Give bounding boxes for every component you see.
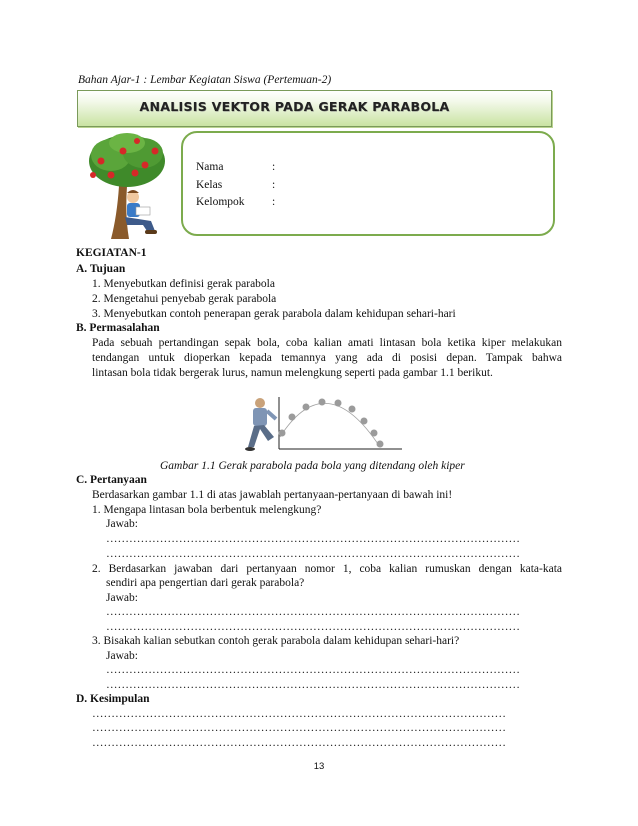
question-2: 2. Berdasarkan jawaban dari pertanyaan nomor 1, coba kalian rumuskan dengan kata-kata: [92, 563, 562, 575]
question-2-cont: sendiri apa pengertian dari gerak parabola?: [106, 577, 305, 589]
activity-heading: KEGIATAN-1: [76, 247, 147, 259]
answer-line[interactable]: ………………………………………………………………………………………………: [106, 548, 520, 560]
conclusion-line[interactable]: ………………………………………………………………………………………………: [92, 722, 506, 734]
parabola-figure: [234, 393, 404, 458]
answer-line[interactable]: ………………………………………………………………………………………………: [106, 679, 520, 691]
objective-item: 3. Menyebutkan contoh penerapan gerak parabola dalam kehidupan sehari-hari: [92, 308, 456, 320]
conclusion-line[interactable]: ………………………………………………………………………………………………: [92, 708, 506, 720]
page-number: 13: [313, 761, 325, 772]
title-banner: [77, 90, 552, 127]
section-b-title: B. Permasalahan: [76, 322, 160, 334]
question-3: 3. Bisakah kalian sebutkan contoh gerak parabola dalam kehidupan sehari-hari?: [92, 635, 460, 647]
document-header: Bahan Ajar-1 : Lembar Kegiatan Siswa (Pertemuan-2): [78, 74, 332, 86]
section-a-title: A. Tujuan: [76, 263, 126, 275]
answer-line[interactable]: ………………………………………………………………………………………………: [106, 664, 520, 676]
identity-row-group: [196, 196, 275, 208]
problem-text-line: Pada sebuah pertandingan sepak bola, coba kalian amati lintasan bola ketika kiper melakukan: [92, 337, 562, 349]
name-label: Nama: [196, 161, 224, 173]
class-label: Kelas: [196, 179, 223, 191]
student-identity-box: [181, 131, 555, 236]
answer-label: Jawab:: [106, 650, 138, 662]
class-colon: :: [272, 179, 276, 191]
objective-item: 1. Menyebutkan definisi gerak parabola: [92, 278, 275, 290]
identity-row-name: [196, 161, 275, 173]
name-colon: :: [272, 161, 276, 173]
group-label: Kelompok: [196, 196, 245, 208]
problem-text-line: tendangan untuk dioperkan kepada temannya yang ada di posisi depan. Tampak bahwa: [92, 352, 562, 364]
section-d-title: D. Kesimpulan: [76, 693, 150, 705]
questions-intro: Berdasarkan gambar 1.1 di atas jawablah pertanyaan-pertanyaan di bawah ini!: [92, 489, 453, 501]
figure-caption: Gambar 1.1 Gerak parabola pada bola yang ditendang oleh kiper: [160, 460, 465, 472]
conclusion-line[interactable]: ………………………………………………………………………………………………: [92, 737, 506, 749]
answer-line[interactable]: ………………………………………………………………………………………………: [106, 533, 520, 545]
answer-line[interactable]: ………………………………………………………………………………………………: [106, 621, 520, 633]
answer-line[interactable]: ………………………………………………………………………………………………: [106, 606, 520, 618]
problem-text-line: lintasan bola tidak bergerak lurus, namun melengkung seperti pada gambar 1.1 berikut.: [92, 367, 493, 379]
identity-row-class: [196, 179, 275, 191]
goalkeeper-icon: [245, 398, 276, 451]
answer-label: Jawab:: [106, 518, 138, 530]
question-1: 1. Mengapa lintasan bola berbentuk melengkung?: [92, 504, 322, 516]
page-title: ANALISIS VEKTOR PADA GERAK PARABOLA: [139, 99, 450, 114]
section-c-title: C. Pertanyaan: [76, 474, 147, 486]
tree-reading-boy-illustration: [81, 131, 173, 241]
answer-label: Jawab:: [106, 592, 138, 604]
objective-item: 2. Mengetahui penyebab gerak parabola: [92, 293, 277, 305]
group-colon: :: [272, 196, 276, 208]
